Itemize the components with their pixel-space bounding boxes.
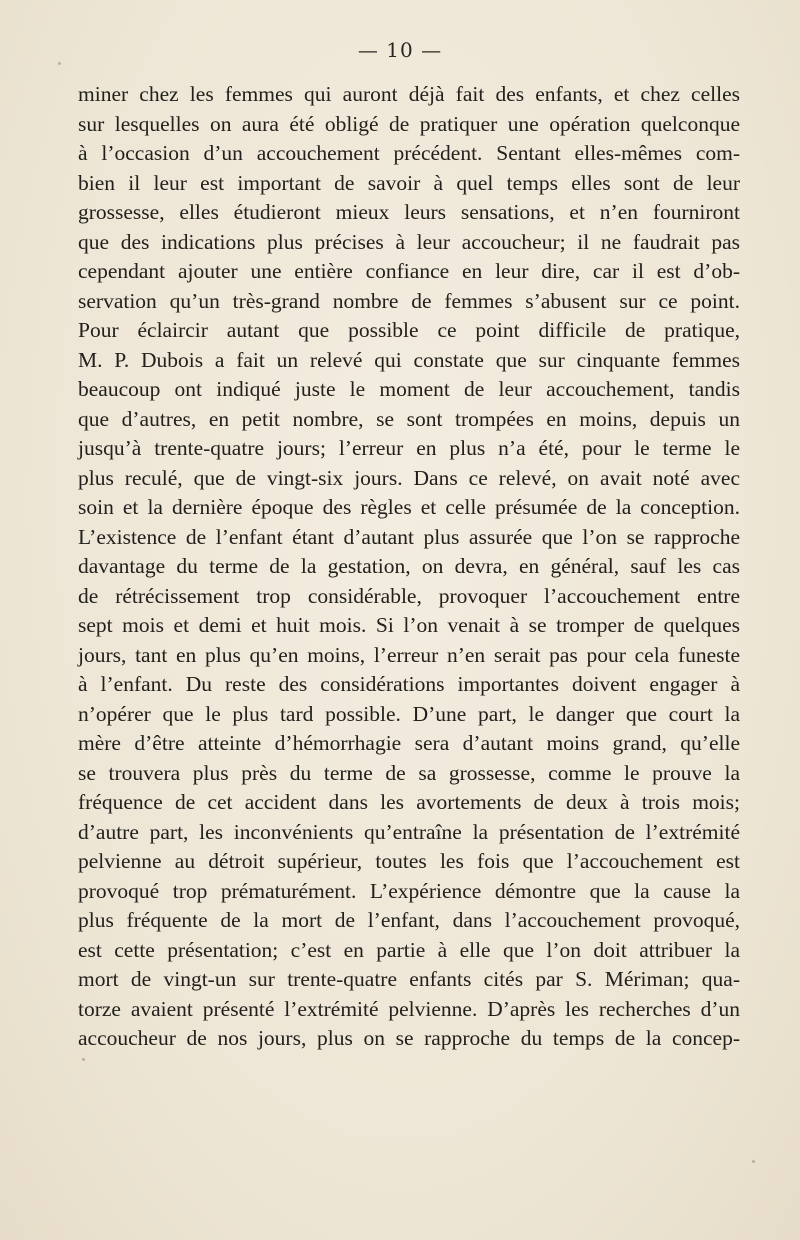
text-line: beaucoup ont indiqué juste le moment de leur accouchement, tandis <box>78 377 740 401</box>
text-line: L’existence de l’enfant étant d’autant plus assurée que l’on se rapproche <box>78 524 740 549</box>
text-line: soin et la dernière époque des règles et celle présumée de la conception. <box>78 495 740 519</box>
text-line: mère d’être atteinte d’hémorrhagie sera d’autant moins grand, qu’elle <box>78 731 740 755</box>
text-line: à l’enfant. Du reste des considérations importantes doivent engager à <box>78 672 740 696</box>
paper-speck <box>752 1160 755 1163</box>
text-line: jusqu’à trente-quatre jours; l’erreur en plus n’a été, pour le terme le <box>78 436 740 460</box>
text-line: plus reculé, que de vingt-six jours. Dans ce relevé, on avait noté avec <box>78 465 740 490</box>
text-line: de rétrécissement trop considérable, provoquer l’accouchement entre <box>78 583 740 608</box>
text-line: à l’occasion d’un accouchement précédent. Sentant elles-mêmes com- <box>78 141 740 165</box>
paper-speck <box>82 1058 85 1061</box>
text-line: cependant ajouter une entière confiance en leur dire, car il est d’ob- <box>78 259 740 283</box>
text-line: grossesse, elles étudieront mieux leurs sensations, et n’en fourniront <box>78 200 740 224</box>
page-number: — 10 — <box>357 38 443 62</box>
text-line: n’opérer que le plus tard possible. D’une part, le danger que court la <box>78 701 740 726</box>
text-line: est cette présentation; c’est en partie à elle que l’on doit attribuer la <box>78 937 740 962</box>
text-line: jours, tant en plus qu’en moins, l’erreur n’en serait pas pour cela funeste <box>78 642 740 667</box>
text-line: fréquence de cet accident dans les avortements de deux à trois mois; <box>78 790 740 814</box>
text-line: que d’autres, en petit nombre, se sont trompées en moins, depuis un <box>78 406 740 431</box>
text-line: M. P. Dubois a fait un relevé qui constate que sur cinquante femmes <box>78 347 740 372</box>
text-line: que des indications plus précises à leur accoucheur; il ne faudrait pas <box>78 229 740 254</box>
text-line: accoucheur de nos jours, plus on se rapproche du temps de la concep- <box>78 1026 740 1050</box>
paper-speck <box>58 62 61 65</box>
text-line: mort de vingt-un sur trente-quatre enfants cités par S. Mériman; qua- <box>78 967 740 991</box>
text-line: torze avaient présenté l’extrémité pelvienne. D’après les recherches d’un <box>78 996 740 1021</box>
text-line: sept mois et demi et huit mois. Si l’on venait à se tromper de quelques <box>78 613 740 637</box>
text-line: Pour éclaircir autant que possible ce point difficile de pratique, <box>78 318 740 342</box>
text-line: pelvienne au détroit supérieur, toutes les fois que l’accouchement est <box>78 849 740 873</box>
text-line: se trouvera plus près du terme de sa grossesse, comme le prouve la <box>78 760 740 785</box>
text-line: plus fréquente de la mort de l’enfant, dans l’accouchement provoqué, <box>78 908 740 932</box>
text-line: provoqué trop prématurément. L’expérience démontre que la cause la <box>78 878 740 903</box>
text-line: sur lesquelles on aura été obligé de pratiquer une opération quelconque <box>78 111 740 136</box>
text-line: davantage du terme de la gestation, on devra, en général, sauf les cas <box>78 554 740 578</box>
text-line: servation qu’un très-grand nombre de femmes s’abusent sur ce point. <box>78 288 740 313</box>
text-line: d’autre part, les inconvénients qu’entraîne la présentation de l’extrémité <box>78 819 740 844</box>
body-text <box>78 80 740 1054</box>
text-line: miner chez les femmes qui auront déjà fait des enfants, et chez celles <box>78 82 740 106</box>
text-line: bien il leur est important de savoir à quel temps elles sont de leur <box>78 170 740 195</box>
